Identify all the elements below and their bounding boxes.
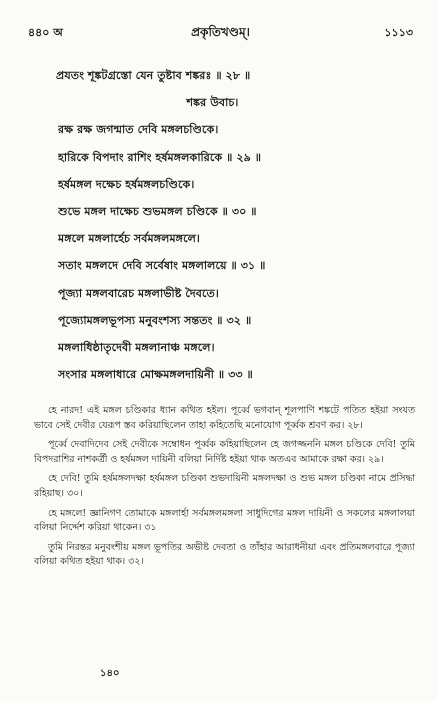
verse-line: হারিকে বিপদাং রাশিং হর্ষমঙ্গলকারিকে ॥ ২৯ ॥ — [58, 149, 262, 164]
translation-paragraph: হে নারদ! এই মঙ্গল চণ্ডিকার ধ্যান কথিত হইল। পূর্ব্বে ভগবান্ শূলপাণি শঙ্কটে পতিত হইয়া সংযত ভাবে সেই দেবীর যেরূপ স্তব করিয়াছিলেন তাহা কহিতেছি মনোযোগ পূর্ব্বক শ্রবণ কর। ২৮। — [34, 405, 415, 431]
verse-line: সতাং মঙ্গলদে দেবি সর্বেষাং মঙ্গলালয়ে ॥ ৩১ ॥ — [58, 258, 266, 273]
bengali-translation — [34, 404, 415, 575]
sanskrit-verses — [58, 62, 417, 388]
translation-paragraph: তুমি নিরন্তর মনুবংশীয় মঙ্গল ভূপতির অভীষ্ট দেবতা ও তাঁহার আরাধনীয়া এবং প্রতিমঙ্গলবারে পূজ্যা বলিয়া কথিত হইয়া থাক। ৩২। — [34, 541, 415, 568]
verse-line: হর্ষমঙ্গল দক্ষেচ হর্ষমঙ্গলচণ্ডিকে। — [58, 176, 195, 191]
translation-paragraph: হে মঙ্গলে! জ্ঞানিগণ তোমাকে মঙ্গলার্হা সর্বমঙ্গলমঙ্গলা সাধুদিগের মঙ্গল দায়িনী ও সকলের মঙ্গলালয়া বলিয়া নির্দ্দেশ করিয়া থাকেন। ৩১ — [34, 507, 415, 534]
verse-heading: শঙ্কর উবাচ। — [186, 95, 239, 110]
verse-line: প্রযতং শূঙ্কটগ্রস্তো যেন তুষ্টাব শঙ্করঃ ॥ ২৮ ॥ — [56, 68, 251, 82]
verse-line: শুভে মঙ্গল দাক্ষেচ শুভমঙ্গল চণ্ডিকে ॥ ৩০ ॥ — [58, 204, 257, 219]
running-header — [28, 24, 413, 42]
verse-line: মঙ্গলে মঙ্গলার্হেচ সর্বমঙ্গলমঙ্গলে। — [58, 231, 200, 246]
verse-line: মঙ্গলাধিষ্ঠাতৃদেবী মঙ্গলানাঞ্চ মঙ্গলে। — [58, 340, 215, 355]
header-page-number: ১১১৩ — [384, 26, 413, 39]
translation-paragraph: হে দেবি! তুমি হর্ষমঙ্গলদক্ষা হর্ষমঙ্গল চণ্ডিকা শুভদায়িনী মঙ্গলদক্ষা ও শুভ মঙ্গল চণ্ডিকা নামে প্রসিদ্ধা রহিয়াছ। ৩০। — [34, 473, 415, 499]
verse-line: রক্ষ রক্ষ জগন্মাত দেবি মঙ্গলচণ্ডিকে। — [58, 122, 219, 137]
header-folio: ৪৪০ অ — [28, 26, 63, 39]
header-title: প্রকৃতিখণ্ডম্। — [191, 25, 250, 39]
verse-line: পূজ্যা মঙ্গলবারেচ মঙ্গলাভীষ্ট দৈবতে। — [58, 285, 219, 300]
translation-paragraph: পূর্ব্বে দেবাদিদেব সেই দেবীকে সম্বোধন পূর্ব্বক কহিয়াছিলেন হে জগজ্জননি মঙ্গল চণ্ডিকে দেবি! তুমি বিপদরাশির নাশকর্ত্রী ও হর্ষমঙ্গল দায়িনী বলিয়া নির্দিষ্ট হইয়া থাক অতএব আমাকে রক্ষা কর। ২৯। — [34, 439, 415, 465]
verse-line: পূজ্যোমঙ্গলভূপস্য মনুবংশস্য সন্ততং ॥ ৩২ ॥ — [58, 312, 252, 327]
verse-line: সংসার মঙ্গলাধারে মোক্ষমঙ্গলদায়িনী ॥ ৩৩ ॥ — [58, 367, 253, 382]
page-signature-marker: ১৪০ — [100, 668, 120, 679]
